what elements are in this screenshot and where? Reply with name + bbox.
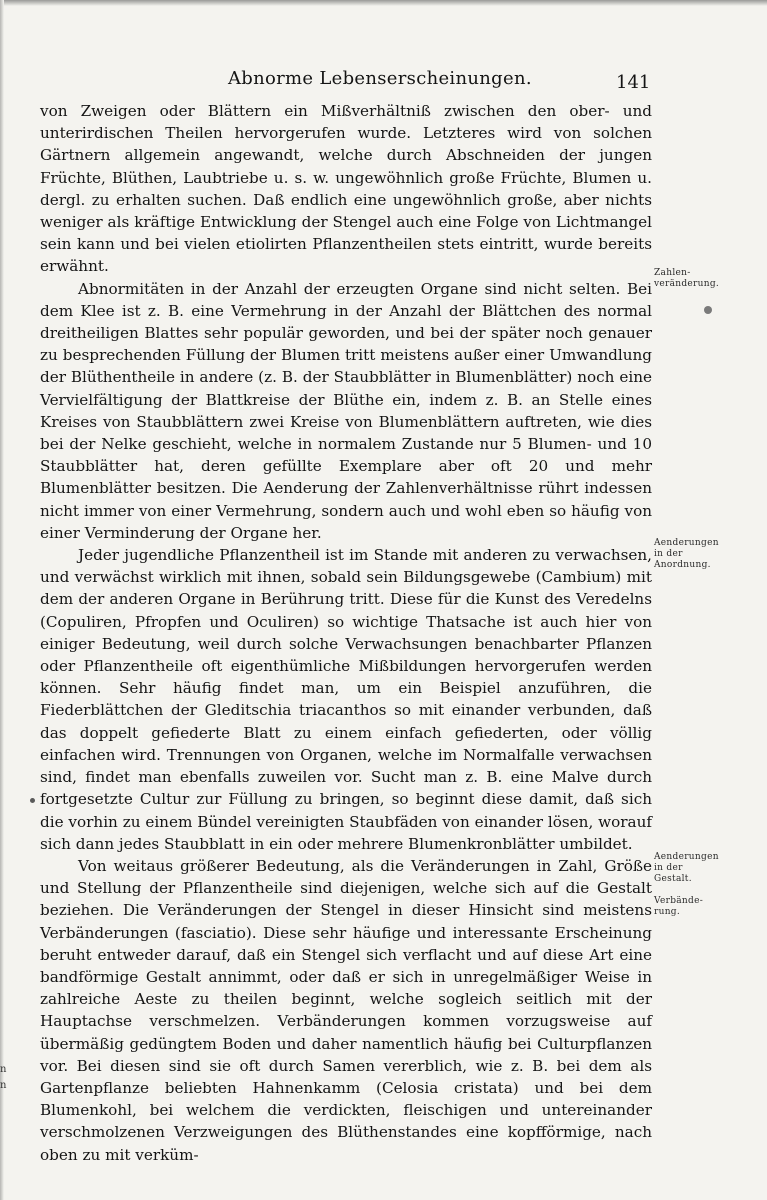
edge-letter: n [0, 1064, 7, 1075]
paragraph: Von weitaus größerer Bedeutung, als die Veränderungen in Zahl, Größe und Stellung der Pflanzentheile sind diejenigen, welche sich auf die Gestalt beziehen. Die Veränderungen der Stengel in dieser Hinsicht sind meistens Verbänderungen (fasciatio). Diese sehr häufige und interessante Erscheinung beruht entweder darauf, daß ein Stengel sich verflacht und auf diese Art eine bandförmige Gestalt annimmt, oder daß er sich in unregelmäßiger Weise in zahlreiche Aeste zu theilen beginnt, welche sogleich seitlich mit der Hauptachse verschmelzen. Verbänderungen kommen vorzugsweise auf übermäßig gedüngtem Boden und daher namentlich häufig bei Culturpflanzen vor. Bei diesen sind sie oft durch Samen vererblich, wie z. B. bei dem als Gartenpflanze beliebten Hahnenkamm (Celosia cristata) und bei dem Blumenkohl, bei welchem die verdickten, fleischigen und untereinander verschmolzenen Verzweigungen des Blüthenstandes eine kopfförmige, nach oben zu mit verküm- [40, 856, 652, 1164]
page-number: 141 [616, 72, 651, 93]
marginal-note-line: Anordnung. [654, 560, 711, 570]
edge-letter: n [0, 1080, 7, 1091]
ink-speck [704, 306, 712, 314]
ink-speck [30, 798, 35, 803]
marginal-note-line: Aenderungen [654, 538, 719, 548]
marginal-note-line: rung. [654, 907, 681, 917]
page-left-edge [0, 0, 4, 1200]
marginal-note-line: Gestalt. [654, 874, 692, 884]
marginal-note-line: Aenderungen [654, 852, 719, 862]
running-header: Abnorme Lebenserscheinungen. [228, 68, 532, 89]
marginal-note-line: veränderung. [654, 279, 720, 289]
marginal-note-gestalt [654, 852, 734, 885]
paragraph: von Zweigen oder Blättern ein Mißverhältniß zwischen den ober- und unterirdischen Theilen hervorgerufen wurde. Letzteres wird von solchen Gärtnern allgemein angewandt, welche durch Abschneiden der jungen Früchte, Blüthen, Laubtriebe u. s. w. ungewöhnlich große Früchte, Blumen u. dergl. zu erhalten suchen. Daß endlich eine ungewöhnlich große, aber nichts weniger als kräftige Entwicklung der Stengel auch eine Folge von Lichtmangel sein kann und bei vielen etiolirten Pflanzentheilen stets eintritt, wurde bereits erwähnt. [40, 102, 652, 276]
left-edge-fragment [0, 1062, 10, 1094]
marginal-note-line: Zahlen- [654, 268, 691, 278]
marginal-note-line: in der [654, 863, 683, 873]
marginal-note-line: Verbände- [654, 896, 704, 906]
page-top-edge [0, 0, 767, 6]
paragraph: Jeder jugendliche Pflanzentheil ist im Stande mit anderen zu verwachsen, und verwächst wirklich mit ihnen, sobald sein Bildungsgewebe (Cambium) mit dem der anderen Organe in Berührung tritt. Diese für die Kunst des Veredelns (Copuliren, Pfropfen und Oculiren) so wichtige Thatsache ist auch hier von einiger Bedeutung, weil durch solche Verwachsungen benachbarter Pflanzen oder Pflanzentheile oft eigenthümliche Mißbildungen hervorgerufen werden können. Sehr häufig findet man, um ein Beispiel anzuführen, die Fiederblättchen der Gleditschia triacanthos so mit einander verbunden, daß das doppelt gefiederte Blatt zu einem einfach gefiederten, oder völlig einfachen wird. Trennungen von Organen, welche im Normalfalle verwachsen sind, findet man ebenfalls zuweilen vor. Sucht man z. B. eine Malve durch fortgesetzte Cultur zur Füllung zu bringen, so beginnt diese damit, daß sich die vorhin zu einem Bündel vereinigten Staubfäden von einander lösen, worauf sich dann jedes Staubblatt in ein oder mehrere Blumenkronblätter umbildet. [40, 546, 652, 853]
marginal-note-line: in der [654, 549, 683, 559]
marginal-note-anordnung [654, 538, 734, 571]
marginal-note-zahlenveraenderung [654, 268, 734, 290]
marginal-note-verbaenderung [654, 896, 734, 918]
paragraph: Abnormitäten in der Anzahl der erzeugten Organe sind nicht selten. Bei dem Klee ist z. B. eine Vermehrung in der Anzahl der Blättchen des normal dreitheiligen Blattes sehr populär geworden, und bei der später noch genauer zu besprechenden Füllung der Blumen tritt meistens außer einer Umwandlung der Blüthentheile in andere (z. B. der Staubblätter in Blumenblätter) noch eine Vervielfältigung der Blattkreise der Blüthe ein, indem z. B. an Stelle eines Kreises von Staubblättern zwei Kreise von Blumenblättern auftreten, wie dies bei der Nelke geschieht, welche in normalem Zustande nur 5 Blumen- und 10 Staubblätter hat, deren gefüllte Exemplare aber oft 20 und mehr Blumenblätter besitzen. Die Aenderung der Zahlenverhältnisse rührt indessen nicht immer von einer Vermehrung, sondern auch und wohl eben so häufig von einer Verminderung der Organe her. [40, 279, 652, 542]
body-text [40, 100, 652, 1166]
